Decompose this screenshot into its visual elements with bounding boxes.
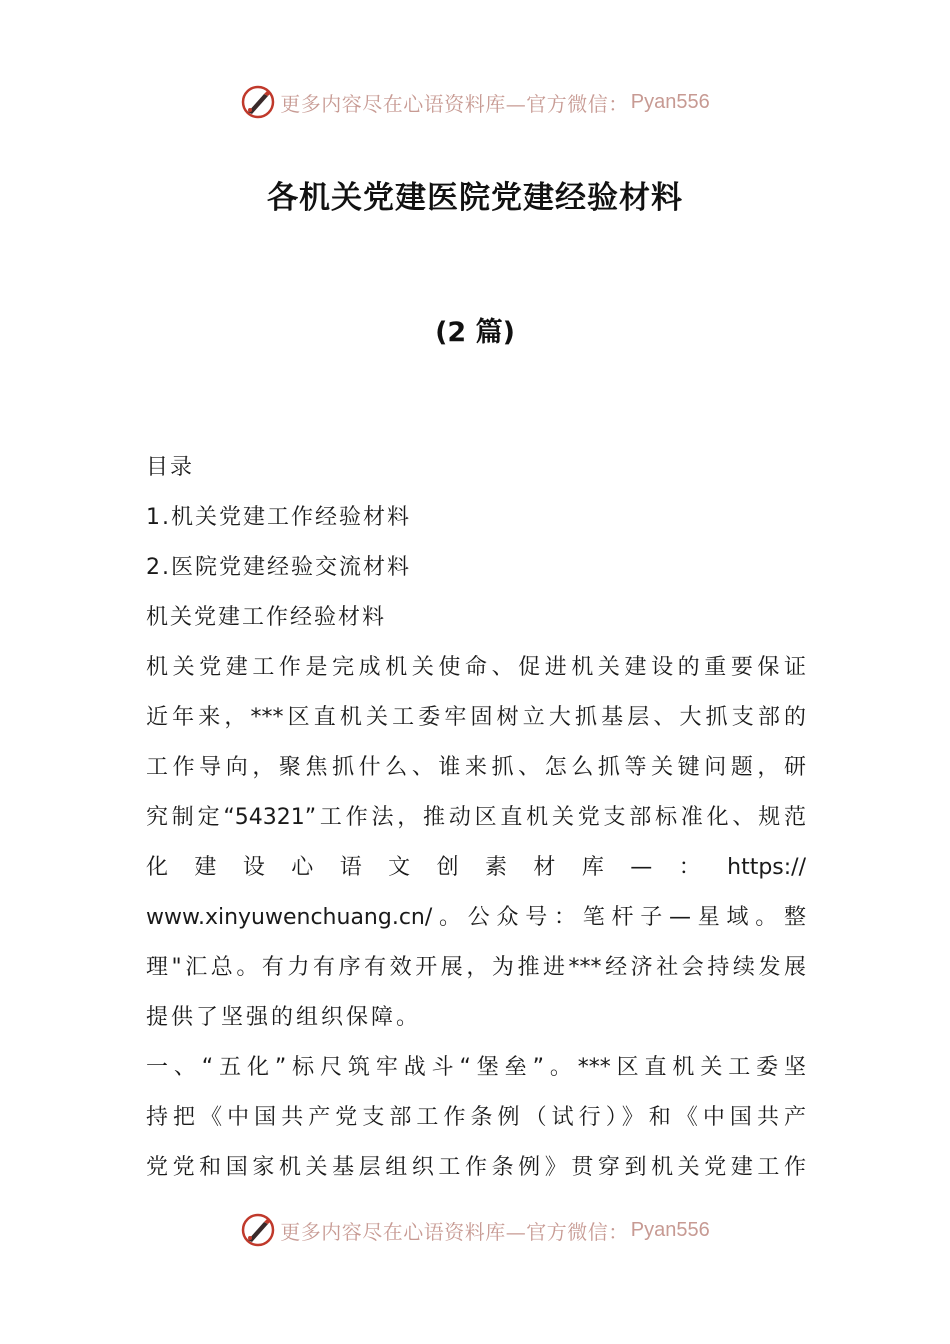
body-line: 提供了坚强的组织保障。 <box>146 1005 422 1030</box>
body-line: 化建设心语文创素材库—：https:// <box>146 855 806 880</box>
banner-text: 更多内容尽在心语资料库—官方微信： <box>280 1219 629 1244</box>
header-banner <box>0 82 950 122</box>
document-subtitle: (2 篇) <box>435 317 515 348</box>
document-body <box>146 443 806 1193</box>
body-line: 机关党建工作是完成机关使命、促进机关建设的重要保证 <box>146 655 806 680</box>
body-line: 一、“五化”标尺筑牢战斗“堡垒”。***区直机关工委坚 <box>146 1055 806 1080</box>
banner-text: 更多内容尽在心语资料库—官方微信： <box>280 91 629 116</box>
document-title: 各机关党建医院党建经验材料 <box>267 180 683 216</box>
body-line: 持把《中国共产党支部工作条例（试行）》和《中国共产 <box>146 1105 806 1130</box>
section-title: 机关党建工作经验材料 <box>146 605 387 630</box>
body-line: 党党和国家机关基层组织工作条例》贯穿到机关党建工作 <box>146 1155 806 1180</box>
pen-logo-icon <box>240 1212 276 1248</box>
wechat-id: Pyan556 <box>630 1218 710 1241</box>
footer-banner <box>0 1210 950 1250</box>
body-line: 工作导向，聚焦抓什么、谁来抓、怎么抓等关键问题，研 <box>146 755 806 780</box>
toc-heading: 目录 <box>146 455 195 480</box>
body-line: 理"汇总。有力有序有效开展，为推进***经济社会持续发展 <box>146 955 806 980</box>
body-line: 近年来，***区直机关工委牢固树立大抓基层、大抓支部的 <box>146 705 806 730</box>
wechat-id: Pyan556 <box>630 90 710 113</box>
body-line: 究制定“54321”工作法，推动区直机关党支部标准化、规范 <box>146 805 806 830</box>
pen-logo-icon <box>240 84 276 120</box>
body-line: www.xinyuwenchuang.cn/。公众号：笔杆子—星域。整 <box>146 905 806 930</box>
toc-item: 2.医院党建经验交流材料 <box>146 555 411 580</box>
toc-item: 1.机关党建工作经验材料 <box>146 505 411 530</box>
